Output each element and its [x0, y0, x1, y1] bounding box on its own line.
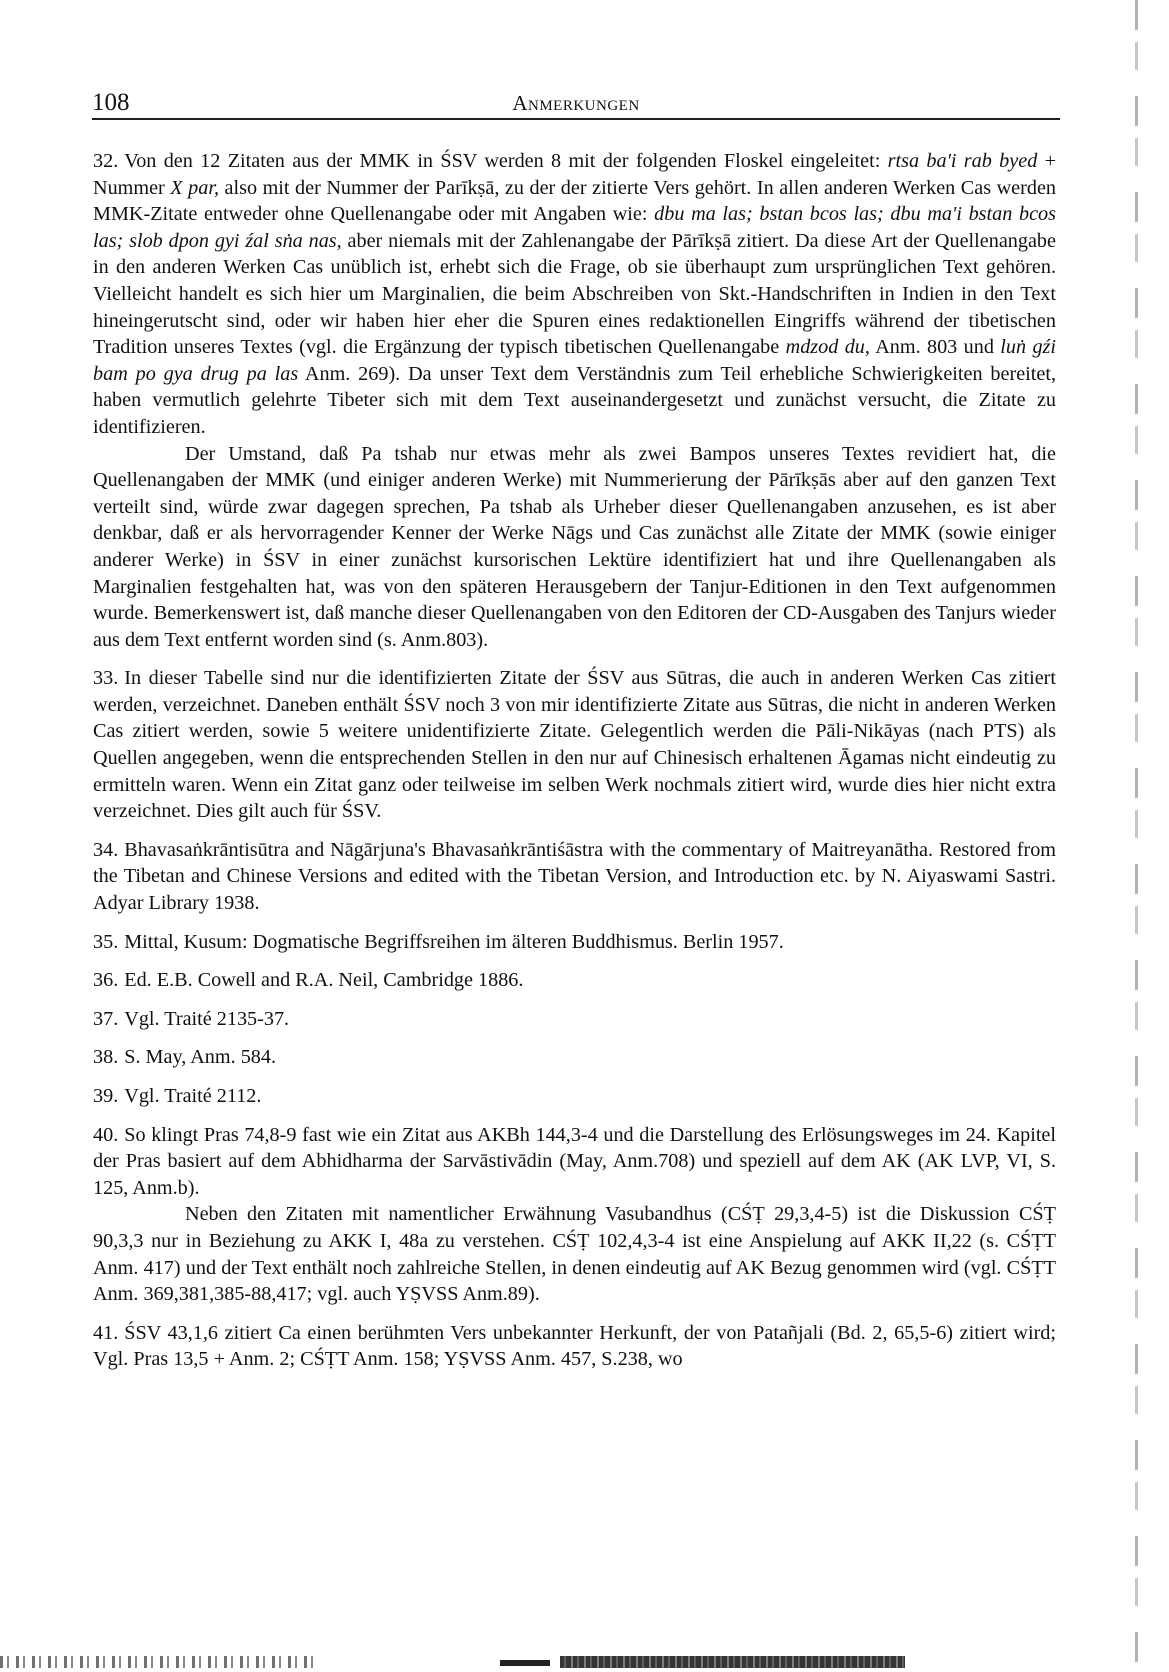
endnote-number: 35.: [93, 930, 119, 953]
text-run: In dieser Tabelle sind nur die identifizierten Zitate der ŚSV aus Sūtras, die auch in anderen Werken Cas zitiert werden, verzeichnet. Daneben enthält ŚSV noch 3 von mir identifizierte Zitate aus Sūtras, die nicht in anderen Werken Cas zitiert werden, sowie 5 weitere unidentifizierte Zitate. Gelegentlich werden die Pāli-Nikāyas (nach PTS) als Quellen angegeben, wenn die entsprechenden Stellen in den nur auf Chinesisch erhaltenen Āgamas nicht eindeutig zu ermitteln waren. Wenn ein Zitat ganz oder teilweise im selben Werk nochmals zitiert wird, wurde dies hier nicht extra verzeichnet. Dies gilt auch für ŚSV.: [93, 667, 1056, 823]
scan-bottom-strip: [0, 1650, 1169, 1672]
endnote: [93, 967, 1056, 994]
endnote-paragraph: [93, 837, 1056, 917]
endnote: [93, 1006, 1056, 1033]
page-number: 108: [92, 89, 130, 116]
text-run: Anm. 269). Da unser Text dem Verständnis zum Teil erhebliche Schwierigkeiten bereitet, haben vermutlich gelehrte Tibeter sich mit dem Text auseinandergesetzt und zunächst versucht, die Zitate zu identifizieren.: [93, 362, 1056, 438]
text-run: Mittal, Kusum: Dogmatische Begriffsreihen im älteren Buddhismus. Berlin 1957.: [124, 930, 784, 953]
endnote: [93, 1122, 1056, 1308]
text-run: Neben den Zitaten mit namentlicher Erwähnung Vasubandhus (CŚṬ 29,3,4-5) ist die Diskussion CŚṬ 90,3,3 nur in Beziehung zu AKK I, 48a zu verstehen. CŚṬ 102,4,3-4 ist eine Anspielung auf AKK II,22 (s. CŚṬT Anm. 417) und der Text enthält noch zahlreiche Stellen, in denen eindeutig auf AK Bezug genommen wird (vgl. CŚṬT Anm. 369,381,385-88,417; vgl. auch YṢVSS Anm.89).: [93, 1203, 1056, 1306]
endnote-number: 39.: [93, 1085, 119, 1107]
endnote-paragraph: [93, 1122, 1056, 1202]
text-run: Von den 12 Zitaten aus der MMK in ŚSV werden 8 mit der folgenden Floskel eingeleitet:: [124, 150, 888, 172]
text-run: Ed. E.B. Cowell and R.A. Neil, Cambridge 1886.: [124, 969, 524, 992]
endnote: [93, 837, 1056, 917]
endnote: [93, 148, 1056, 653]
endnote-paragraph: [93, 441, 1056, 654]
endnote: [93, 1320, 1056, 1373]
running-title: Anmerkungen: [512, 91, 640, 115]
endnote-paragraph: [93, 1083, 1056, 1110]
text-run: Der Umstand, daß Pa tshab nur etwas mehr als zwei Bampos unseres Textes revidiert hat, die Quellenangaben der MMK (und einiger anderen Werke) mit Nummerierung der Pārīkṣās aber auf den ganzen Text verteilt sind, würde zwar dagegen sprechen, Pa tshab als Urheber dieser Quellenangaben anzusehen, es ist aber denkbar, daß er als hervorragender Kenner der Werke Nāgs und Cas zunächst alle Zitate der MMK (sowie einiger anderer Werke) in ŚSV in einer zunächst kursorischen Lektüre identifiziert hat und ihre Quellenangaben als Marginalien festgehalten hat, was von den späteren Herausgebern der Tanjur-Editionen in den Text aufgenommen wurde. Bemerkenswert ist, daß manche dieser Quellenangaben von den Editoren der CD-Ausgaben des Tanjurs wieder aus dem Text entfernt worden sind (s. Anm.803).: [93, 442, 1056, 651]
text-run: Vgl. Traité 2135-37.: [124, 1007, 290, 1030]
endnote: [93, 929, 1056, 956]
endnote-number: 36.: [93, 969, 119, 992]
endnote-number: 38.: [93, 1046, 119, 1069]
header-rule: [92, 118, 1060, 120]
text-run: also mit der Nummer der Parīkṣā, zu der der zitierte Vers gehört. In allen anderen Werken Cas werden MMK-Zitate entweder ohne Quellenangabe oder mit Angaben wie:: [93, 176, 1057, 226]
endnote-paragraph: [93, 1201, 1056, 1307]
endnote-paragraph: [93, 148, 1056, 441]
endnote-paragraph: [93, 967, 1056, 994]
text-run: + Nummer: [93, 150, 1057, 199]
endnote-paragraph: [93, 1320, 1056, 1373]
notes-body: [93, 148, 1056, 1385]
text-run: Anm. 803 und: [869, 336, 1001, 359]
text-run: aber niemals mit der Zahlenangabe der Pārīkṣā zitiert. Da diese Art der Quellenangabe in den anderen Werken Cas unüblich ist, erhebt sich die Frage, ob sie überhaupt zum ursprünglichen Text gehören. Vielleicht handelt es sich hier um Marginalien, die beim Abschreiben von Skt.-Handschriften in Indien in den Text hineingerutscht sind, oder wir haben hier eher die Spuren eines redaktionellen Eingriffs während der tibetischen Tradition unseres Textes (vgl. die Ergänzung der typisch tibetischen Quellenangabe: [93, 229, 1056, 359]
text-run: Bhavasaṅkrāntisūtra and Nāgārjuna's Bhavasaṅkrāntiśāstra with the commentary of Maitreyanātha. Restored from the Tibetan and Chinese Versions and edited with the Tibetan Version, and Introduction etc. by N. Aiyaswami Sastri. Adyar Library 1938.: [93, 838, 1056, 915]
endnote: [93, 1083, 1056, 1110]
scan-edge-marks: [1135, 0, 1138, 1672]
endnote-number: 40.: [93, 1123, 119, 1146]
text-run: S. May, Anm. 584.: [124, 1046, 277, 1069]
italic-text-run: luṅ gźi bam po gya drug pa las: [93, 336, 1057, 385]
endnote-paragraph: [93, 1044, 1056, 1071]
endnote: [93, 665, 1056, 825]
page-header: [92, 88, 1060, 122]
italic-text-run: mdzod du,: [785, 336, 870, 359]
endnote: [93, 1044, 1056, 1071]
endnote-number: 33.: [93, 667, 119, 690]
italic-text-run: X par,: [170, 176, 220, 199]
endnote-number: 41.: [93, 1321, 119, 1344]
italic-text-run: dbu ma las; bstan bcos las; dbu ma'i bstan bcos las; slob dpon gyi źal sṅa nas,: [93, 203, 1056, 252]
endnote-paragraph: [93, 1006, 1056, 1033]
text-run: ŚSV 43,1,6 zitiert Ca einen berühmten Vers unbekannter Herkunft, der von Patañjali (Bd. 2, 65,5-6) zitiert wird; Vgl. Pras 13,5 + Anm. 2; CŚṬT Anm. 158; YṢVSS Anm. 457, S.238, wo: [93, 1321, 1056, 1371]
endnote-paragraph: [93, 929, 1056, 956]
italic-text-run: rtsa ba'i rab byed: [887, 150, 1038, 172]
endnote-number: 37.: [93, 1007, 119, 1030]
endnote-paragraph: [93, 665, 1056, 825]
endnote-number: 32.: [93, 150, 119, 172]
text-run: Vgl. Traité 2112.: [124, 1085, 262, 1107]
endnote-number: 34.: [93, 838, 119, 861]
text-run: So klingt Pras 74,8-9 fast wie ein Zitat aus AKBh 144,3-4 und die Darstellung des Erlösungsweges im 24. Kapitel der Pras basiert auf dem Abhidharma der Sarvāstivādin (May, Anm.708) und speziell auf dem AK (AK LVP, VI, S. 125, Anm.b).: [93, 1123, 1056, 1199]
